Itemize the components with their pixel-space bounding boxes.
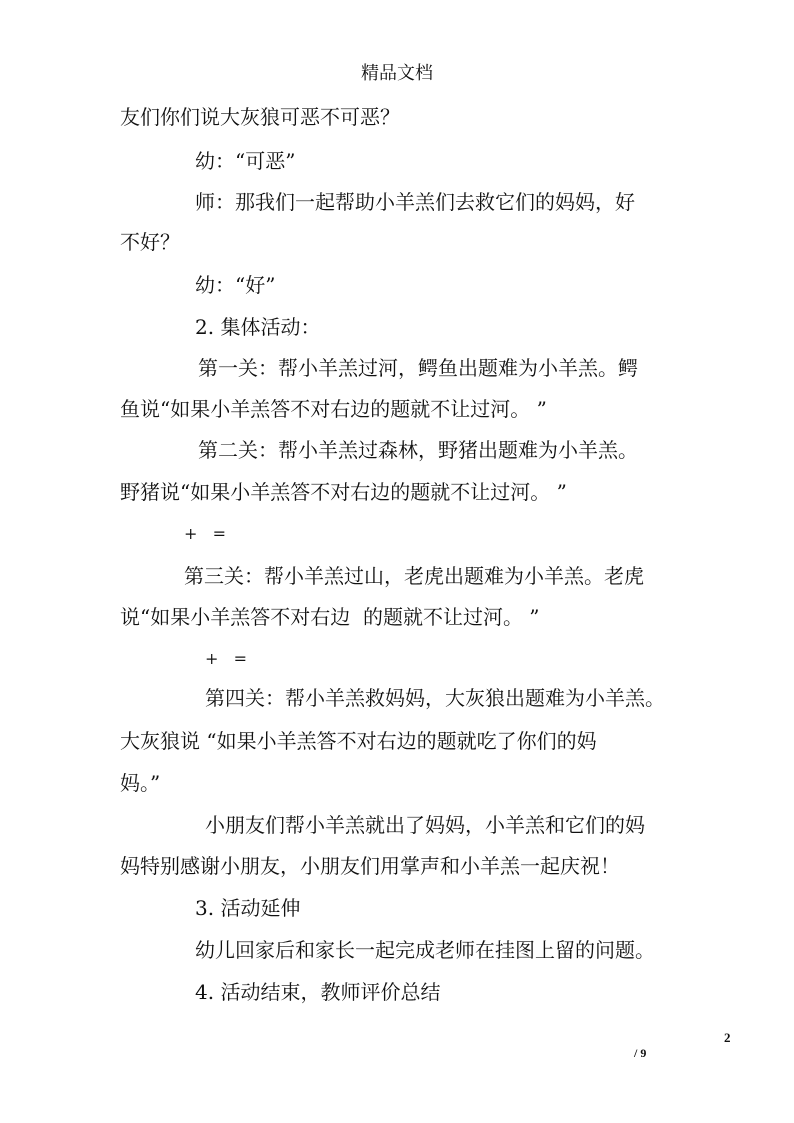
text-line: 妈特别感谢小朋友，小朋友们用掌声和小羊羔一起庆祝！ (120, 854, 620, 878)
text-line: 不好？ (120, 230, 180, 254)
page-header-title: 精品文档 (361, 63, 433, 84)
equation-placeholder: + = (184, 524, 227, 543)
text-line: 小朋友们帮小羊羔就出了妈妈，小羊羔和它们的妈 (205, 813, 645, 837)
text-line: 第一关：帮小羊羔过河，鳄鱼出题难为小羊羔。鳄 (198, 356, 638, 380)
text-line: 第四关：帮小羊羔救妈妈，大灰狼出题难为小羊羔。 (205, 686, 665, 710)
equation-placeholder: + = (205, 649, 248, 668)
page-total: / 9 (634, 1046, 647, 1060)
section-heading: 3. 活动延伸 (195, 896, 301, 920)
text-line: 说“如果小羊羔答不对右边 的题就不让过河。 ” (120, 605, 540, 629)
text-line: 师：那我们一起帮助小羊羔们去救它们的妈妈，好 (195, 190, 635, 214)
text-line: 幼：“好” (195, 273, 276, 297)
section-heading: 4. 活动结束，教师评价总结 (195, 980, 441, 1004)
section-heading: 2. 集体活动： (195, 315, 321, 339)
text-line: 大灰狼说 “如果小羊羔答不对右边的题就吃了你们的妈 (120, 729, 597, 753)
text-line: 第三关：帮小羊羔过山，老虎出题难为小羊羔。老虎 (184, 564, 644, 588)
text-line: 鱼说“如果小羊羔答不对右边的题就不让过河。 ” (120, 397, 547, 421)
text-line: 第二关：帮小羊羔过森林，野猪出题难为小羊羔。 (198, 438, 638, 462)
text-line: 野猪说“如果小羊羔答不对右边的题就不让过河。 ” (120, 480, 567, 504)
text-line: 幼：“可恶” (195, 149, 296, 173)
text-line: 幼儿回家后和家长一起完成老师在挂图上留的问题。 (195, 938, 655, 962)
page-number: 2 (724, 1030, 731, 1045)
text-line: 友们你们说大灰狼可恶不可恶？ (120, 105, 400, 129)
text-line: 妈。” (120, 771, 161, 795)
